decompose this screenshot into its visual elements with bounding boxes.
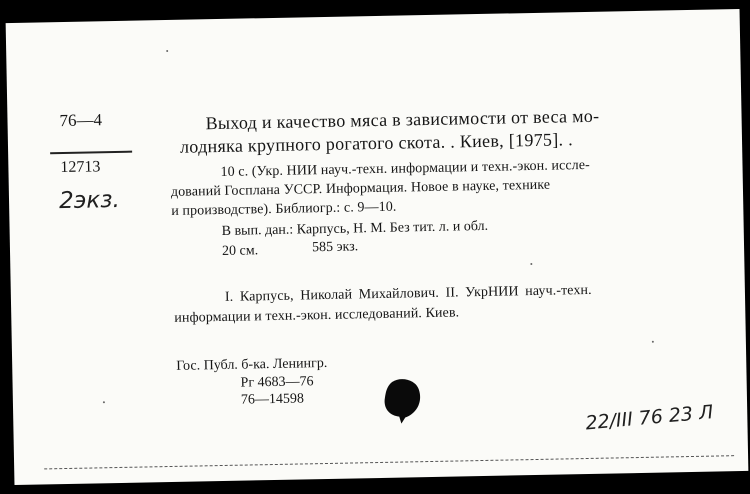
copies-handwritten-note: 2экз. — [58, 186, 121, 215]
accession-number: 12713 — [60, 158, 101, 177]
call-number: 76—4 — [59, 110, 103, 131]
description-line-3: и производстве). Библиогр.: с. 9—10. — [171, 199, 397, 219]
card-bottom-edge-line — [44, 455, 734, 470]
print-run: 585 экз. — [311, 239, 359, 256]
description-line-2: дований Госплана УССР. Информация. Новое в науке, технике — [170, 177, 551, 200]
tracing-line-1: I. Карпусь, Николай Михайлович. II. УкрНИИ науч.-техн. — [224, 282, 592, 305]
catalog-card — [6, 9, 749, 485]
tracing-line-2: информации и техн.-экон. исследований. Киев. — [174, 305, 460, 326]
speck — [652, 341, 654, 343]
author-note: В вып. дан.: Карпусь, Н. М. Без тит. л. и обл. — [221, 218, 489, 239]
title-line-1: Выход и качество мяса в зависимости от веса мо- — [205, 105, 600, 134]
speck — [530, 263, 532, 265]
library-line-2: Рг 4683—76 — [240, 374, 314, 391]
description-line-1: 10 с. (Укр. НИИ науч.-техн. информации и техн.-экон. иссле- — [220, 157, 591, 180]
ink-blot — [380, 375, 423, 424]
handwritten-date-mark: 22/ІІІ 76 23 Л — [584, 401, 715, 435]
title-line-2: лодняка крупного рогатого скота. . Киев, [1975]. . — [179, 129, 574, 157]
library-line-1: Гос. Публ. б-ка. Ленингр. — [176, 355, 328, 374]
speck — [103, 401, 105, 403]
format-size: 20 см. — [221, 243, 259, 259]
library-line-3: 76—14598 — [240, 391, 305, 408]
speck — [166, 50, 168, 52]
call-number-divider — [50, 151, 132, 154]
